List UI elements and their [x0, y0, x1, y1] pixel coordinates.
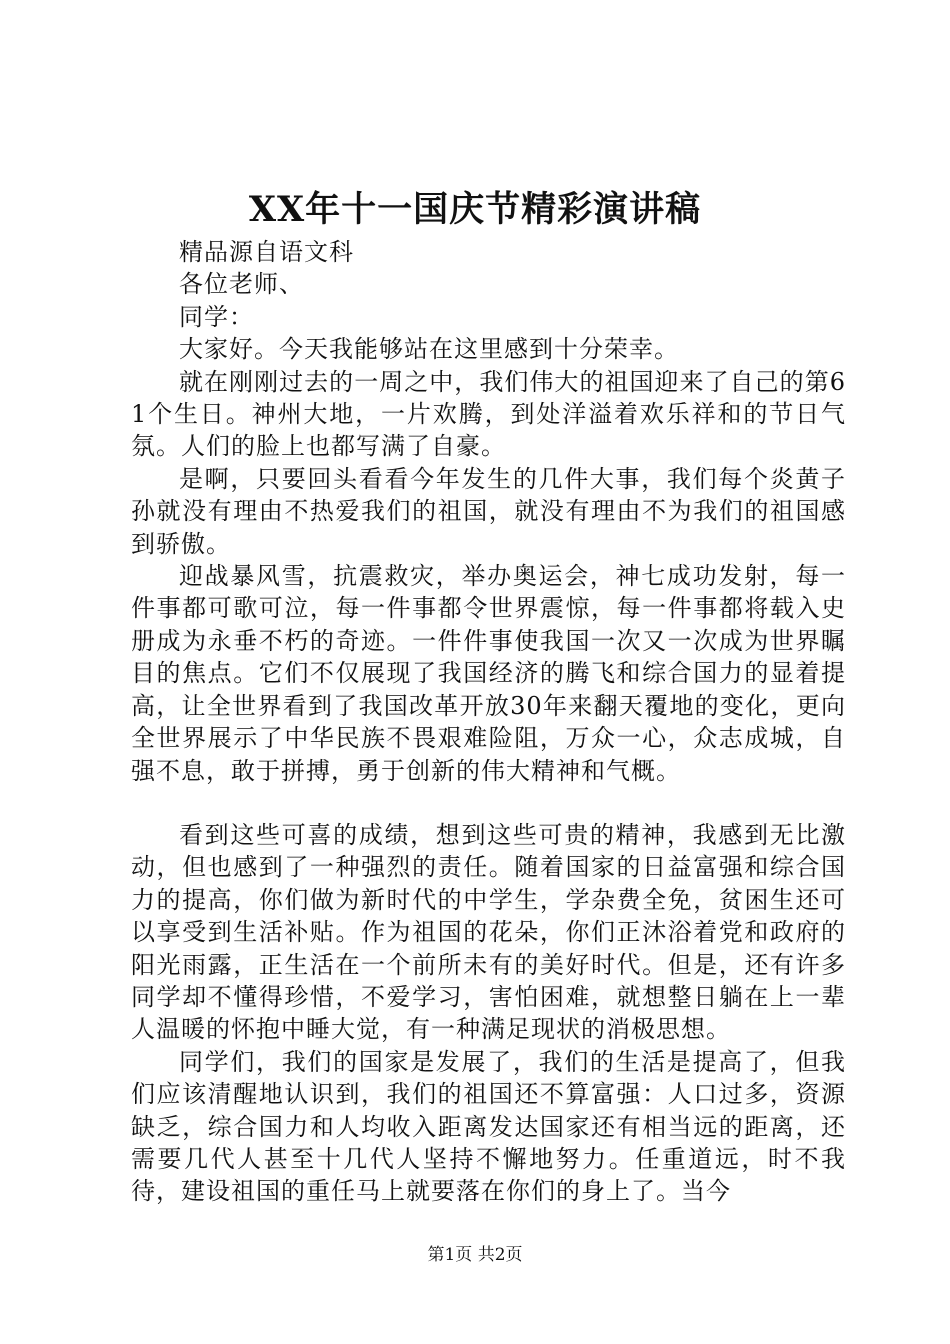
salutation-teachers: 各位老师、 [179, 270, 304, 299]
body-paragraph: 是啊，只要回头看看今年发生的几件大事，我们每个炎黄子孙就没有理由不热爱我们的祖国，就没有理由不为我们的祖国感到骄傲。 [131, 464, 846, 558]
page-footer: 第1页 共2页 [427, 1245, 523, 1265]
document-title: XX年十一国庆节精彩演讲稿 [248, 189, 702, 230]
body-paragraph: 迎战暴风雪，抗震救灾，举办奥运会，神七成功发射，每一件事都可歌可泣，每一件事都令世界震惊，每一件事都将载入史册成为永垂不朽的奇迹。一件件事使我国一次又一次成为世界瞩目的焦点。它们不仅展现了我国经济的腾飞和综合国力的显着提高，让全世界看到了我国改革开放30年来翻天覆地的变化，更向全世界展示了中华民族不畏艰难险阻，万众一心，众志成城，自强不息，敢于拼搏，勇于创新的伟大精神和气概。 [131, 562, 846, 785]
source-line: 精品源自语文科 [179, 238, 354, 266]
body-paragraph: 就在刚刚过去的一周之中，我们伟大的祖国迎来了自己的第61个生日。神州大地，一片欢腾，到处洋溢着欢乐祥和的节日气氛。人们的脸上也都写满了自豪。 [131, 367, 846, 461]
salutation-students: 同学： [179, 302, 254, 331]
body-paragraph: 同学们，我们的国家是发展了，我们的生活是提高了，但我们应该清醒地认识到，我们的祖国还不算富强：人口过多，资源缺乏，综合国力和人均收入距离发达国家还有相当远的距离，还需要几代人甚至十几代人坚持不懈地努力。任重道远，时不我待，建设祖国的重任马上就要落在你们的身上了。当今 [131, 1047, 846, 1206]
greeting-paragraph: 大家好。今天我能够站在这里感到十分荣幸。 [179, 335, 679, 364]
document-body [131, 236, 846, 1208]
body-paragraph: 看到这些可喜的成绩，想到这些可贵的精神，我感到无比激动，但也感到了一种强烈的责任。随着国家的日益富强和综合国力的提高，你们做为新时代的中学生，学杂费全免，贫困生还可以享受到生活补贴。作为祖国的花朵，你们正沐浴着党和政府的阳光雨露，正生活在一个前所未有的美好时代。但是，还有许多同学却不懂得珍惜，不爱学习，害怕困难，就想整日躺在上一辈人温暖的怀抱中睡大觉，有一种满足现状的消极思想。 [131, 820, 846, 1044]
